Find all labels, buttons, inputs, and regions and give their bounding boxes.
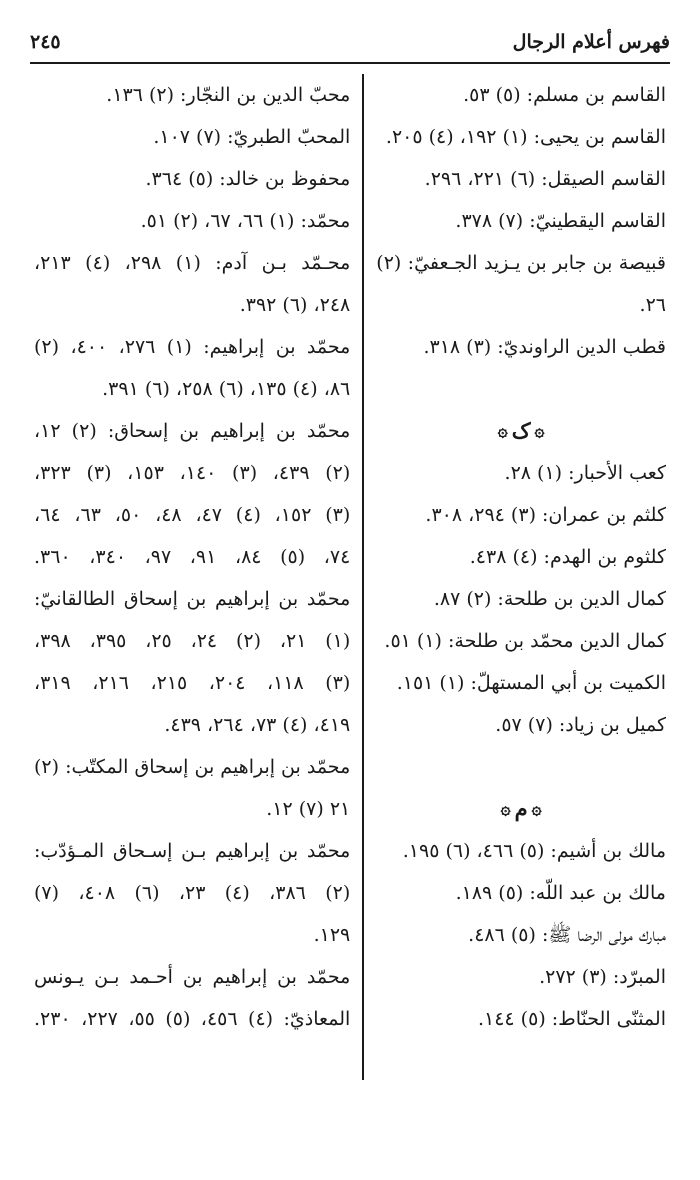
index-entry-line: القاسم بن يحيى: (١) ١٩٢، (٤) ٢٠٥.	[385, 126, 666, 148]
index-entry-line: كعب الأحبار: (١) ٢٨.	[504, 462, 666, 484]
index-entry-line: ٧٤، (٥) ٨٤، ٩١، ٩٧، ٣٤٠، ٣٦٠.	[34, 546, 351, 568]
index-entry-line: مالك بن أشيم: (٥) ٤٦٦، (٦) ١٩٥.	[402, 840, 666, 862]
blank-line	[376, 746, 666, 788]
index-entry-line: المحبّ الطبريّ: (٧) ١٠٧.	[153, 126, 351, 148]
ornament-icon: ۞	[497, 421, 508, 441]
index-entry-line: (٣) ١١٨، ٢٠٤، ٢١٥، ٢١٦، ٣١٩،	[34, 672, 351, 694]
index-entry-line: محمّد بن إبراهيم بن إسحاق الطالقانيّ:	[34, 588, 351, 610]
ornament-icon: ۞	[531, 799, 542, 819]
section-letter: ک	[511, 418, 531, 443]
index-columns	[30, 74, 670, 1084]
page-title: فهرس أعلام الرجال	[512, 31, 670, 53]
column-divider	[362, 74, 364, 1080]
index-entry-line: محمّد: (١) ٦٦، ٦٧، (٢) ٥١.	[140, 210, 351, 232]
page-header	[30, 22, 670, 64]
index-entry-line: محمّد بن إبراهيم بـن إسـحاق المـؤدّب:	[34, 840, 351, 862]
index-entry-line: كلثم بن عمران: (٣) ٢٩٤، ٣٠٨.	[425, 504, 666, 526]
left-column	[30, 74, 362, 1084]
index-entry-line: المبرّد: (٣) ٢٧٢.	[539, 966, 666, 988]
index-entry-line: ٢١ (٧) ١٢.	[266, 798, 351, 820]
index-entry-line: محمّد بن إبراهيم: (١) ٢٧٦، ٤٠٠، (٢)	[34, 336, 351, 358]
index-entry-line: ٤١٩، (٤) ٧٣، ٢٦٤، ٤٣٩.	[164, 714, 351, 736]
index-entry-line: ٨٦، (٤) ١٣٥، (٦) ٢٥٨، (٦) ٣٩١.	[102, 378, 351, 400]
ornament-icon: ۞	[534, 421, 545, 441]
index-entry-line: مبارك مولى الرضا ﷺ: (٥) ٤٨٦.	[468, 924, 666, 946]
index-entry-line: ٢٤٨، (٦) ٣٩٢.	[239, 294, 351, 316]
index-entry-line: محـمّد بـن آدم: (١) ٢٩٨، (٤) ٢١٣،	[34, 252, 351, 274]
index-entry-line: محفوظ بن خالد: (٥) ٣٦٤.	[145, 168, 351, 190]
index-entry-line: (٣) ١٥٢، (٤) ٤٧، ٤٨، ٥٠، ٦٣، ٦٤،	[34, 504, 351, 526]
index-entry-line: محمّد بن إبراهيم بن إسحاق: (٢) ١٢،	[34, 420, 351, 442]
index-entry-line: قطب الدين الراونديّ: (٣) ٣١٨.	[423, 336, 666, 358]
index-entry-line: مالك بن عبد اللّه: (٥) ١٨٩.	[455, 882, 666, 904]
index-entry-line: كمال الدين محمّد بن طلحة: (١) ٥١.	[384, 630, 666, 652]
ornament-icon: ۞	[500, 799, 511, 819]
index-entry-line: (٢) ٣٨٦، (٤) ٢٣، (٦) ٤٠٨، (٧)	[34, 882, 351, 904]
index-entry-line: الكميت بن أبي المستهلّ: (١) ١٥١.	[396, 672, 666, 694]
index-entry-line: المثنّى الحنّاط: (٥) ١٤٤.	[477, 1008, 666, 1030]
index-entry-line: ٢٦.	[639, 294, 666, 316]
blank-line	[376, 368, 666, 410]
section-heading	[376, 410, 666, 452]
index-entry-line: القاسم اليقطينيّ: (٧) ٣٧٨.	[455, 210, 666, 232]
index-entry-line: القاسم الصيقل: (٦) ٢٢١، ٢٩٦.	[424, 168, 666, 190]
index-entry-line: ١٢٩.	[313, 924, 351, 946]
index-entry-line: القاسم بن مسلم: (٥) ٥٣.	[463, 84, 666, 106]
page-number: ٢٤٥	[30, 31, 61, 53]
index-entry-line: كلثوم بن الهدم: (٤) ٤٣٨.	[469, 546, 666, 568]
index-entry-line: قبيصة بن جابر بن يـزيد الجـعفيّ: (٢)	[376, 252, 666, 274]
index-entry-line: (١) ٢١، (٢) ٢٤، ٢٥، ٣٩٥، ٣٩٨،	[34, 630, 351, 652]
section-heading	[376, 788, 666, 830]
index-entry-line: كمال الدين بن طلحة: (٢) ٨٧.	[433, 588, 666, 610]
index-entry-line: (٢) ٤٣٩، (٣) ١٤٠، ١٥٣، (٣) ٣٢٣،	[34, 462, 351, 484]
index-entry-line: محمّد بن إبراهيم بن أحـمد بـن يـونس	[34, 966, 351, 988]
index-entry-line: محمّد بن إبراهيم بن إسحاق المكتّب: (٢)	[34, 756, 351, 778]
section-letter: م	[514, 796, 528, 821]
index-entry-line: محبّ الدين بن النجّار: (٢) ١٣٦.	[106, 84, 351, 106]
right-column	[364, 74, 670, 1084]
index-entry-line: كميل بن زياد: (٧) ٥٧.	[495, 714, 666, 736]
index-entry-line: المعاذيّ: (٤) ٤٥٦، (٥) ٥٥، ٢٢٧، ٢٣٠.	[34, 1008, 351, 1030]
